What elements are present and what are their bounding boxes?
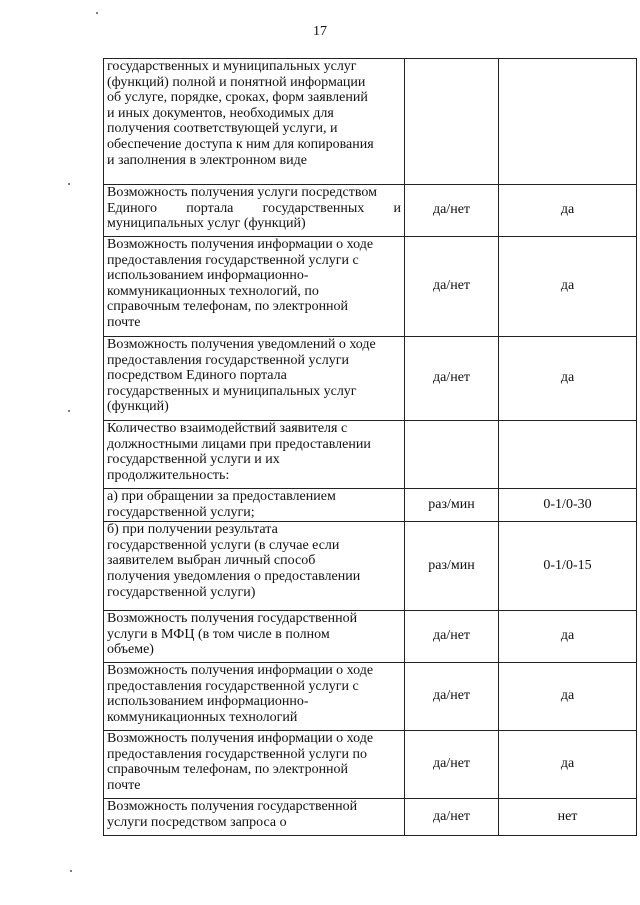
unit-cell: да/нет <box>405 611 499 663</box>
indicator-line: государственных и муниципальных услуг <box>107 383 357 399</box>
value-cell: да <box>499 663 637 731</box>
value-cell: да <box>499 237 637 337</box>
indicator-line: Количество взаимодействий заявителя с <box>107 421 348 436</box>
indicator-cell <box>104 663 405 731</box>
value-cell <box>499 421 637 489</box>
indicator-line: предоставления государственной услуги с <box>107 252 359 268</box>
scan-dot <box>68 183 70 185</box>
unit-cell: да/нет <box>405 337 499 421</box>
unit-cell: раз/мин <box>405 522 499 611</box>
value-cell: да <box>499 337 637 421</box>
indicator-line: б) при получении результата <box>107 522 278 538</box>
indicator-line: почте <box>107 777 141 793</box>
value-cell: нет <box>499 799 637 836</box>
indicator-line: заявителем выбран личный способ <box>107 553 316 569</box>
indicator-cell <box>104 237 405 337</box>
value-cell <box>499 59 637 185</box>
indicator-line: объеме) <box>107 642 154 658</box>
unit-cell: да/нет <box>405 663 499 731</box>
scan-dot <box>96 12 98 14</box>
table-row <box>104 337 637 421</box>
unit-cell: да/нет <box>405 237 499 337</box>
indicator-cell <box>104 185 405 237</box>
value-cell: да <box>499 731 637 799</box>
indicators-table <box>103 58 637 836</box>
unit-cell: раз/мин <box>405 489 499 522</box>
indicator-line: посредством Единого портала <box>107 368 287 384</box>
indicator-line: и заполнения в электронном виде <box>107 152 307 168</box>
value-cell: 0-1/0-15 <box>499 522 637 611</box>
indicator-line: почте <box>107 314 141 330</box>
table-row <box>104 59 637 185</box>
indicator-line: об услуге, порядке, сроках, форм заявлений <box>107 90 368 106</box>
indicator-cell <box>104 799 405 836</box>
indicator-cell <box>104 731 405 799</box>
indicator-line: (функций) <box>107 399 169 415</box>
indicator-cell <box>104 337 405 421</box>
unit-cell <box>405 59 499 185</box>
table-row <box>104 185 637 237</box>
indicator-cell <box>104 59 405 185</box>
indicator-line: справочным телефонам, по электронной <box>107 762 349 778</box>
unit-cell: да/нет <box>405 799 499 836</box>
indicator-line: получения уведомления о предоставлении <box>107 568 361 584</box>
value-cell: да <box>499 185 637 237</box>
table-row <box>104 421 637 489</box>
indicator-cell <box>104 489 405 522</box>
indicator-line: Возможность получения информации о ходе <box>107 663 374 679</box>
unit-cell <box>405 421 499 489</box>
table-row <box>104 611 637 663</box>
indicator-cell <box>104 421 405 489</box>
indicator-line: государственной услуги и их <box>107 452 280 468</box>
indicator-line: Возможность получения государственной <box>107 799 358 815</box>
indicator-line: Единого портала государственных и <box>107 200 401 216</box>
unit-cell: да/нет <box>405 731 499 799</box>
indicator-line: предоставления государственной услуги по <box>107 746 367 762</box>
value-cell: да <box>499 611 637 663</box>
indicator-line: и иных документов, необходимых для <box>107 105 334 121</box>
indicator-line: Возможность получения государственной <box>107 611 358 627</box>
page-number: 17 <box>313 24 327 39</box>
value-cell: 0-1/0-30 <box>499 489 637 522</box>
indicator-line: (функций) полной и понятной информации <box>107 74 366 90</box>
indicator-line: предоставления государственной услуги <box>107 352 349 368</box>
indicator-line: использованием информационно- <box>107 694 309 710</box>
indicator-line: получения соответствующей услуги, и <box>107 121 338 137</box>
indicator-line: использованием информационно- <box>107 268 309 284</box>
indicator-line: продолжительность: <box>107 467 230 483</box>
indicator-line: Возможность получения уведомлений о ходе <box>107 337 376 352</box>
indicator-line: справочным телефонам, по электронной <box>107 299 349 315</box>
table-row <box>104 237 637 337</box>
scan-dot <box>68 410 70 412</box>
indicator-line: коммуникационных технологий, по <box>107 283 319 299</box>
indicator-cell <box>104 611 405 663</box>
table-row <box>104 663 637 731</box>
unit-cell: да/нет <box>405 185 499 237</box>
indicator-line: Возможность получения информации о ходе <box>107 237 374 252</box>
indicator-line: государственной услуги; <box>107 504 255 520</box>
indicator-line: а) при обращении за предоставлением <box>107 489 336 504</box>
table-row <box>104 522 637 611</box>
indicator-line: предоставления государственной услуги с <box>107 678 359 694</box>
table-row <box>104 799 637 836</box>
indicator-line: должностными лицами при предоставлении <box>107 436 371 452</box>
indicator-cell <box>104 522 405 611</box>
indicator-line: государственных и муниципальных услуг <box>107 59 357 74</box>
table-row <box>104 731 637 799</box>
indicator-line: обеспечение доступа к ним для копирования <box>107 136 374 152</box>
table-row <box>104 489 637 522</box>
indicator-line: государственной услуги) <box>107 584 256 600</box>
indicator-line: Возможность получения услуги посредством <box>107 185 377 200</box>
indicator-line: государственной услуги (в случае если <box>107 537 340 553</box>
indicator-line: услуги посредством запроса о <box>107 814 287 830</box>
indicator-line: услуги в МФЦ (в том числе в полном <box>107 626 330 642</box>
indicator-line: коммуникационных технологий <box>107 709 298 725</box>
indicator-line: Возможность получения информации о ходе <box>107 731 374 747</box>
indicator-line: муниципальных услуг (функций) <box>107 216 306 232</box>
scan-dot <box>70 870 72 872</box>
